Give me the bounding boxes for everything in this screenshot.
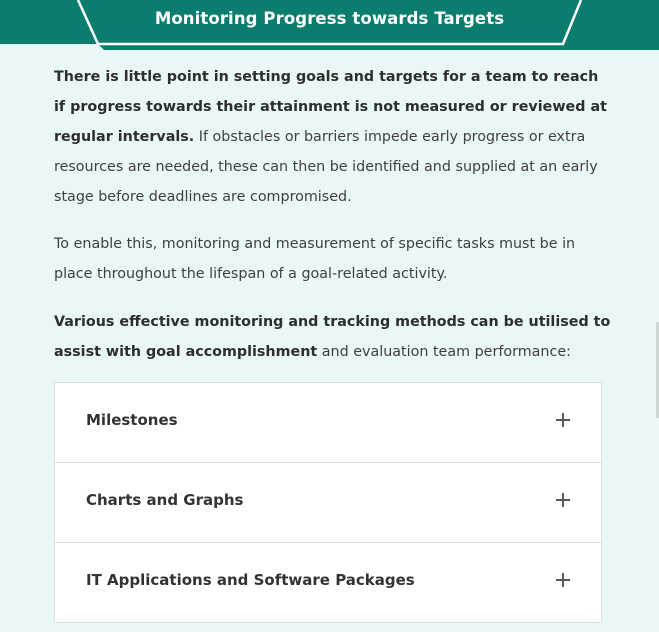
accordion-item-label: Charts and Graphs bbox=[86, 491, 244, 509]
intro-text bbox=[54, 62, 614, 367]
methods-accordion bbox=[54, 382, 602, 623]
intro-paragraph-1-rest: If obstacles or barriers impede early progress or extra resources are needed, these can then be identified and supplied at an early stage before deadlines are compromised. bbox=[54, 129, 598, 205]
accordion-item-milestones[interactable] bbox=[55, 383, 601, 462]
plus-icon[interactable] bbox=[556, 493, 570, 507]
intro-paragraph-1-bold: There is little point in setting goals and targets for a team to reach if progress towards their attainment is not measured or reviewed at regular intervals. bbox=[54, 69, 607, 145]
accordion-item-label: Milestones bbox=[86, 411, 178, 429]
intro-paragraph-3-rest: and evaluation team performance: bbox=[317, 344, 571, 360]
page-title: Monitoring Progress towards Targets bbox=[154, 9, 505, 28]
intro-paragraph-1 bbox=[54, 62, 614, 212]
intro-paragraph-3 bbox=[54, 307, 614, 367]
accordion-item-label: IT Applications and Software Packages bbox=[86, 571, 415, 589]
intro-paragraph-2: To enable this, monitoring and measurement of specific tasks must be in place throughout the lifespan of a goal-related activity. bbox=[54, 236, 576, 282]
plus-icon[interactable] bbox=[556, 573, 570, 587]
accordion-item-charts-and-graphs[interactable] bbox=[55, 462, 601, 542]
plus-icon[interactable] bbox=[556, 413, 570, 427]
intro-paragraph-3-bold: Various effective monitoring and tracking methods can be utilised to assist with goal accomplishment bbox=[54, 314, 611, 360]
accordion-item-it-applications[interactable] bbox=[55, 542, 601, 622]
section-banner bbox=[0, 0, 659, 50]
